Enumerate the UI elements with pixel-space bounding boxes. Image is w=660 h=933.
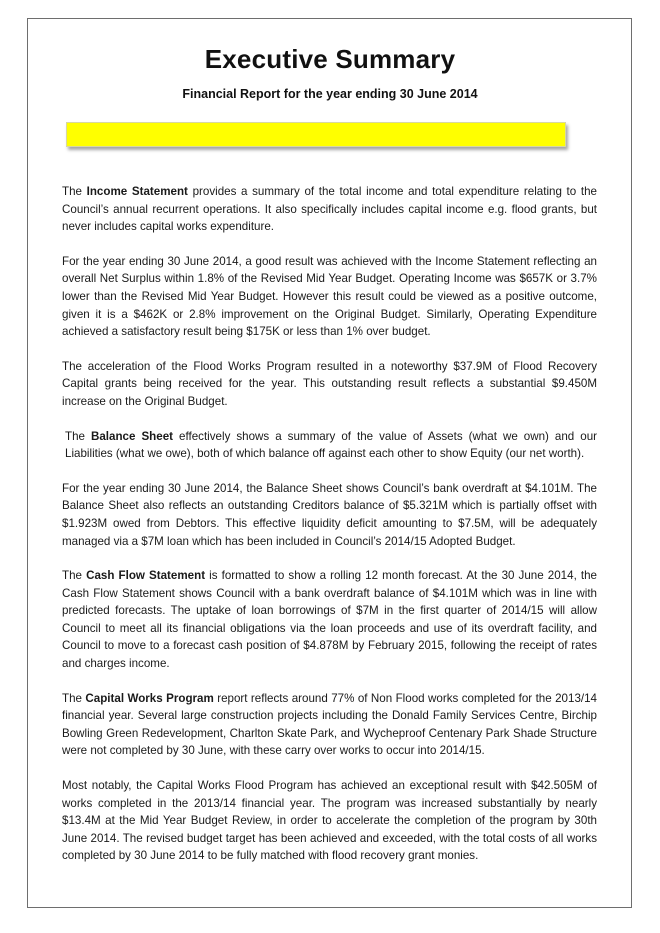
paragraph-flood-works: The acceleration of the Flood Works Program resulted in a noteworthy $37.9M of Flood Recovery Capital grants being received for the year. This outstanding result reflects a substantial $9.450M increase on the Original Budget.: [62, 359, 597, 408]
paragraph-text: The: [62, 691, 86, 705]
paragraph-text: provides a summary of the total income and total expenditure relating to the Council’s annual recurrent operations. It also specifically includes capital income e.g. flood grants, but never includes capital works expenditure.: [62, 185, 597, 234]
paragraph-text: report reflects around 77% of Non Flood works completed for the 2013/14 financial year. Several large construction projects including the Donald Family Services Centre, Birchip Bowling Green Redevelopment, Charlton Skate Park, and Wycheproof Centenary Park Shade Structure were not completed by 30 June, with these carry over works to occur into 2014/15.: [62, 691, 598, 758]
paragraph-text: The: [62, 185, 87, 198]
paragraph-balance-result: For the year ending 30 June 2014, the Balance Sheet shows Council’s bank overdraft at $4.101M. The Balance Sheet also reflects an outstanding Creditors balance of $5.321M which is partially offset with $1.923M owed from Debtors. This effective liquidity deficit amounting to $7.5M, will be adequately managed via a $7M loan which has been included in Council’s 2014/15 Adopted Budget.: [62, 481, 597, 548]
document-subtitle: Financial Report for the year ending 30 June 2014: [182, 87, 478, 101]
paragraph-capital-works: [62, 690, 597, 760]
section-term-income-statement: Income Statement: [86, 185, 188, 198]
paragraph-text: The: [65, 429, 91, 443]
section-term-cash-flow-statement: Cash Flow Statement: [86, 569, 206, 583]
paragraph-text: effectively shows a summary of the value of Assets (what we own) and our Liabilities (what we owe), both of which balance off against each other to show Equity (our net worth).: [65, 429, 598, 461]
paragraph-income-statement: [62, 183, 597, 236]
section-term-balance-sheet: Balance Sheet: [90, 429, 174, 443]
paragraph-flood-program: Most notably, the Capital Works Flood Program has achieved an exceptional result with $42.505M of works completed in the 2013/14 financial year. The program was increased substantially by nearly $13.4M at the Mid Year Budget Review, in order to accelerate the completion of the program by 30th June 2014. The revised budget target has been achieved and exceeded, with the total costs of all works completed by 30 June 2014 to be fully matched with flood recovery grant monies.: [62, 779, 597, 863]
paragraph-cash-flow: [62, 567, 597, 673]
paragraph-balance-sheet: [62, 428, 597, 463]
yellow-highlight-bar: [66, 122, 566, 147]
paragraph-income-result: For the year ending 30 June 2014, a good result was achieved with the Income Statement reflecting an overall Net Surplus within 1.8% of the Revised Mid Year Budget. Operating Income was $657K or 3.7% lower than the Revised Mid Year Budget. However this result could be viewed as a positive outcome, given it is a $462K or 2.8% improvement on the Original Budget. Similarly, Operating Expenditure achieved a satisfactory result being $175K or less than 1% over budget.: [62, 254, 597, 339]
section-term-capital-works-program: Capital Works Program: [85, 691, 214, 705]
paragraph-text: is formatted to show a rolling 12 month forecast. At the 30 June 2014, the Cash Flow Statement shows Council with a bank overdraft balance of $4.101M which was in line with predicted forecasts. The uptake of loan borrowings of $7M in the first quarter of 2014/15 will allow Council to meet all its financial obligations via the loan proceeds and use of its overdraft facility, and Council to move to a forecast cash position of $4.878M by February 2015, following the receipt of rates and charges income.: [62, 569, 597, 671]
summary-body: [62, 183, 597, 882]
paragraph-text: The: [62, 569, 87, 583]
document-title: Executive Summary: [204, 44, 456, 74]
